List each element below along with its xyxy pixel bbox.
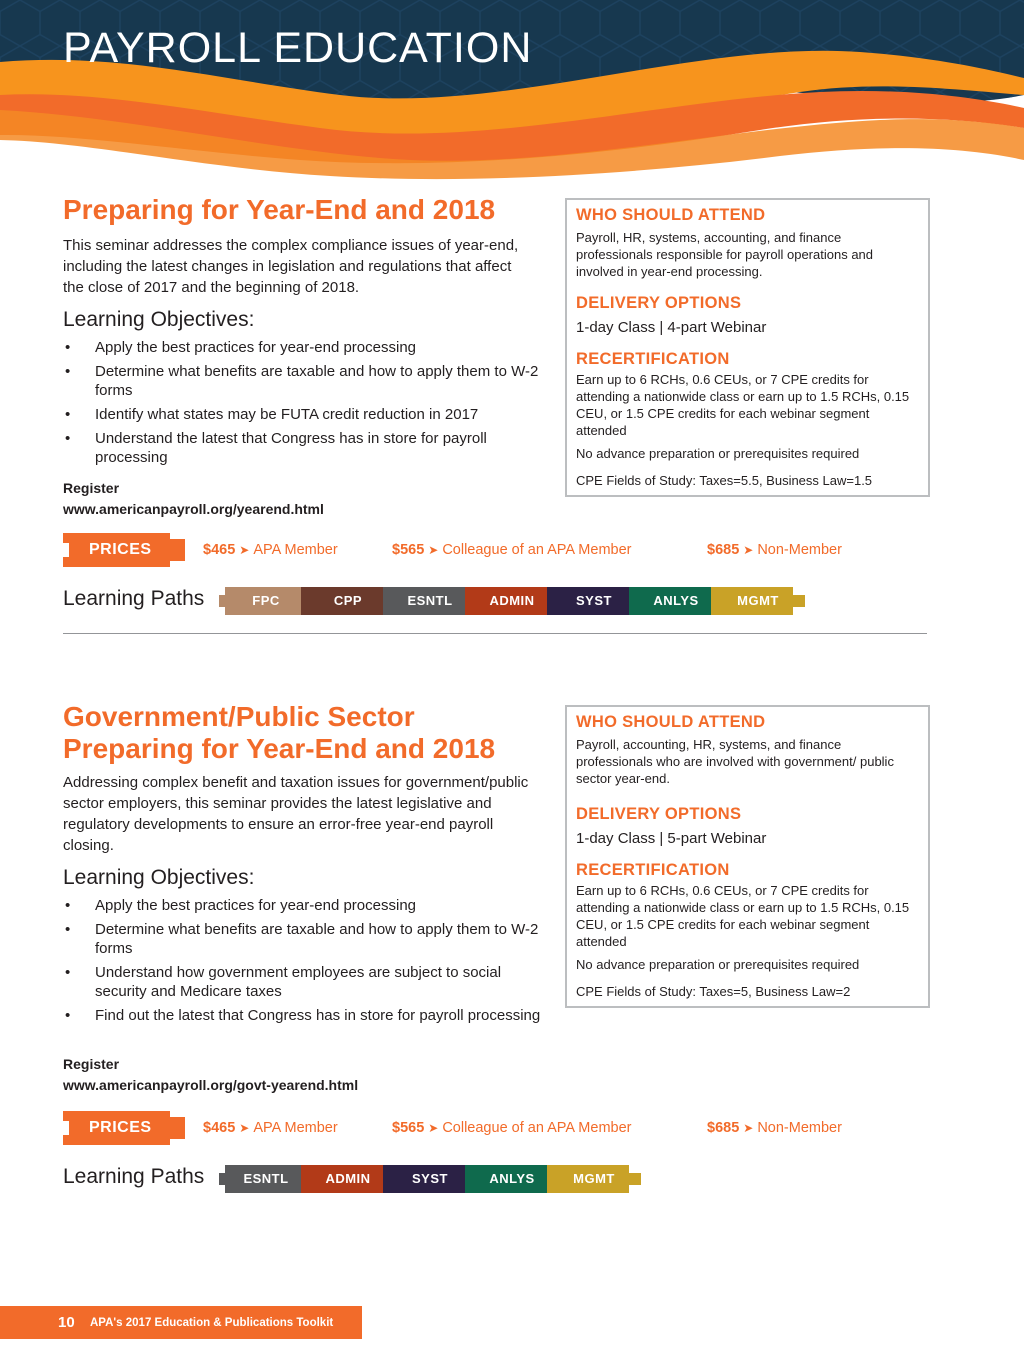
list-item: • Find out the latest that Congress has in store for payroll processing <box>65 1007 541 1024</box>
seminar-intro: This seminar addresses the complex compliance issues of year-end, including the latest changes in legislation and regulations that affect the close of 2017 and the beginning of 2018. <box>63 237 519 296</box>
path-fpc: FPC <box>252 593 280 608</box>
who-attend-heading: WHO SHOULD ATTEND <box>576 713 766 731</box>
path-admin: ADMIN <box>325 1171 371 1186</box>
prices-badge: PRICES <box>63 1111 185 1145</box>
list-item: • Identify what states may be FUTA credit reduction in 2017 <box>65 406 479 423</box>
page-number: 10 <box>58 1314 75 1331</box>
register-link[interactable]: www.americanpayroll.org/yearend.html <box>63 501 324 517</box>
list-item: • Apply the best practices for year-end processing <box>65 339 416 356</box>
register-label: Register <box>63 480 120 496</box>
delivery-text: 1-day Class | 4-part Webinar <box>576 319 767 336</box>
recert-text: Earn up to 6 RCHs, 0.6 CEUs, or 7 CPE credits for attending a nationwide class or earn up to 1.5 RCHs, 0.15 CEU, or 1.5 CPE credits for each webinar segment attended <box>576 883 910 949</box>
chevron-right-icon: ➤ <box>428 1121 439 1135</box>
learning-paths-row <box>63 1163 863 1195</box>
prereq-text: No advance preparation or prerequisites required <box>576 446 860 461</box>
page-header <box>0 0 1024 200</box>
chevron-right-icon: ➤ <box>743 1121 754 1135</box>
page-footer <box>0 1306 362 1339</box>
path-anlys: ANLYS <box>653 593 699 608</box>
chevron-right-icon: ➤ <box>239 1121 250 1135</box>
info-box <box>565 705 930 1008</box>
register-link[interactable]: www.americanpayroll.org/govt-yearend.html <box>63 1077 359 1093</box>
objectives-list <box>63 896 543 1030</box>
learning-paths-bar <box>219 585 859 617</box>
path-anlys: ANLYS <box>489 1171 535 1186</box>
objectives-heading: Learning Objectives: <box>63 308 255 331</box>
seminar-title: Preparing for Year-End and 2018 <box>63 194 496 225</box>
price-nonmember: $685 ➤ Non-Member <box>707 1120 842 1136</box>
recert-heading: RECERTIFICATION <box>576 350 730 368</box>
path-mgmt: MGMT <box>573 1171 615 1186</box>
prices-row <box>63 1111 943 1145</box>
cpe-fields-text: CPE Fields of Study: Taxes=5.5, Business Law=1.5 <box>576 473 873 488</box>
seminar-intro: Addressing complex benefit and taxation issues for government/public sector employers, this seminar provides the latest legislative and regulatory developments to ensure an error-free year-end payroll closing. <box>63 774 529 854</box>
learning-paths-bar <box>219 1163 859 1195</box>
list-item: • Determine what benefits are taxable and how to apply them to W-2 forms <box>65 363 539 399</box>
path-admin: ADMIN <box>489 593 535 608</box>
footer-text: APA's 2017 Education & Publications Toolkit <box>90 1317 334 1329</box>
path-mgmt: MGMT <box>737 593 779 608</box>
list-item: • Understand the latest that Congress has in store for payroll processing <box>65 430 487 466</box>
price-nonmember: $685 ➤ Non-Member <box>707 542 842 558</box>
prereq-text: No advance preparation or prerequisites required <box>576 957 860 972</box>
info-box <box>565 198 930 497</box>
recert-heading: RECERTIFICATION <box>576 861 730 879</box>
price-member: $465 ➤ APA Member <box>203 542 338 558</box>
path-syst: SYST <box>412 1171 448 1186</box>
page-title: PAYROLL EDUCATION <box>63 24 533 72</box>
objectives-heading: Learning Objectives: <box>63 866 255 889</box>
prices-row <box>63 533 943 567</box>
who-attend-heading: WHO SHOULD ATTEND <box>576 206 766 224</box>
delivery-text: 1-day Class | 5-part Webinar <box>576 830 767 847</box>
section-divider <box>63 633 927 634</box>
chevron-right-icon: ➤ <box>428 543 439 557</box>
learning-paths-label: Learning Paths <box>63 587 205 610</box>
path-syst: SYST <box>576 593 612 608</box>
chevron-right-icon: ➤ <box>239 543 250 557</box>
price-member: $465 ➤ APA Member <box>203 1120 338 1136</box>
list-item: • Determine what benefits are taxable and how to apply them to W-2 forms <box>65 921 539 957</box>
objectives-list <box>63 338 543 472</box>
delivery-heading: DELIVERY OPTIONS <box>576 805 742 823</box>
who-attend-text: Payroll, accounting, HR, systems, and finance professionals who are involved with government/ public sector year-end. <box>576 737 894 786</box>
path-esntl: ESNTL <box>243 1171 289 1186</box>
learning-paths-label: Learning Paths <box>63 1165 205 1188</box>
seminar-title: Government/Public Sector Preparing for Year-End and 2018 <box>63 701 496 764</box>
learning-paths-row <box>63 585 863 617</box>
cpe-fields-text: CPE Fields of Study: Taxes=5, Business Law=2 <box>576 984 851 999</box>
price-colleague: $565 ➤ Colleague of an APA Member <box>392 1120 632 1136</box>
list-item: • Understand how government employees are subject to social security and Medicare taxes <box>65 964 502 1000</box>
register-label: Register <box>63 1056 120 1072</box>
path-esntl: ESNTL <box>407 593 453 608</box>
prices-badge: PRICES <box>63 533 185 567</box>
path-cpp: CPP <box>333 593 363 608</box>
price-colleague: $565 ➤ Colleague of an APA Member <box>392 542 632 558</box>
who-attend-text: Payroll, HR, systems, accounting, and finance professionals responsible for payroll operations and involved in year-end processing. <box>576 230 874 279</box>
recert-text: Earn up to 6 RCHs, 0.6 CEUs, or 7 CPE credits for attending a nationwide class or earn up to 1.5 RCHs, 0.15 CEU, or 1.5 CPE credits for each webinar segment attended <box>576 372 910 438</box>
chevron-right-icon: ➤ <box>743 543 754 557</box>
delivery-heading: DELIVERY OPTIONS <box>576 294 742 312</box>
list-item: • Apply the best practices for year-end processing <box>65 897 416 914</box>
